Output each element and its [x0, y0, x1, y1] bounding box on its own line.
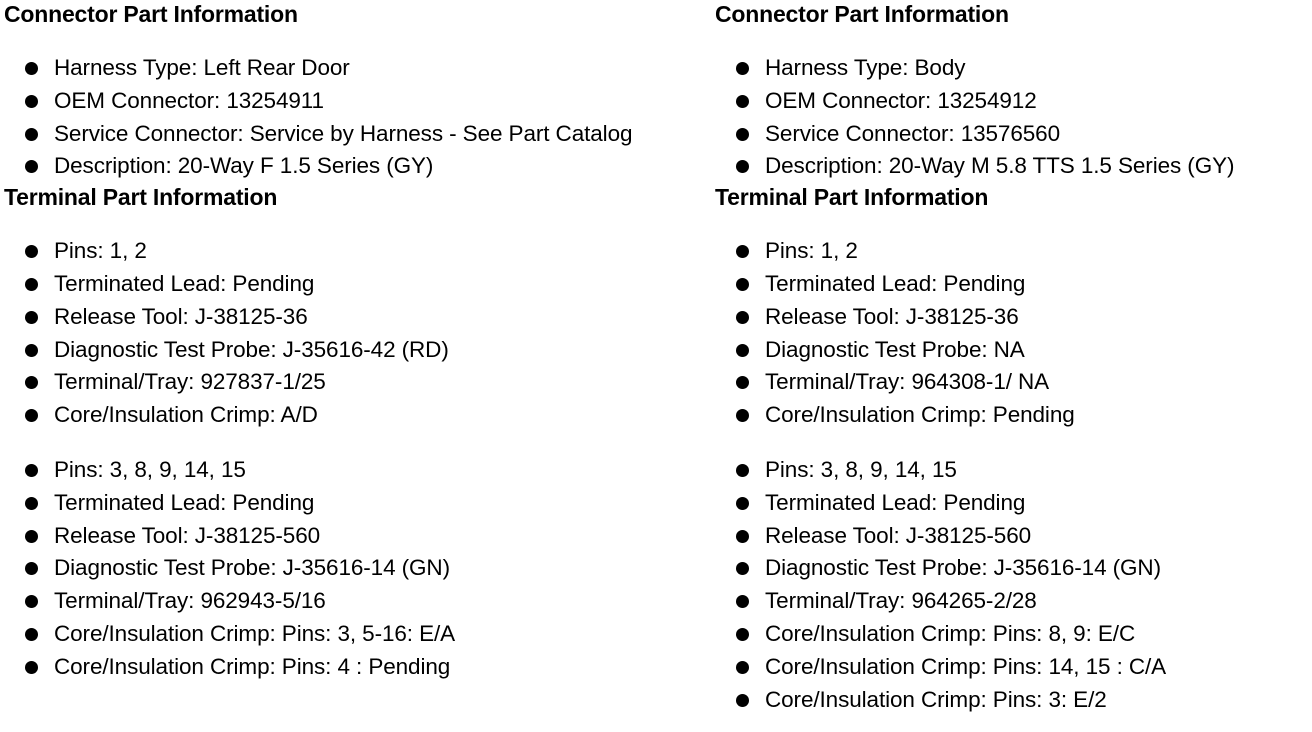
connector-heading: Connector Part Information	[4, 1, 298, 27]
list-item	[715, 52, 1310, 85]
connector-info-list	[715, 52, 1310, 183]
bullet-icon	[736, 311, 749, 324]
bullet-icon	[736, 376, 749, 389]
list-item-text: Diagnostic Test Probe: NA	[765, 336, 1025, 362]
bullet-icon	[736, 562, 749, 575]
bullet-icon	[25, 95, 38, 108]
list-item-text: Terminal/Tray: 927837-1/25	[54, 369, 326, 395]
list-item	[4, 150, 704, 183]
list-item-text: Terminated Lead: Pending	[765, 489, 1026, 515]
list-item-text: Core/Insulation Crimp: Pending	[765, 402, 1075, 428]
list-item-text: Release Tool: J-38125-560	[54, 522, 321, 548]
list-item-text: OEM Connector: 13254912	[765, 87, 1037, 113]
list-item	[715, 268, 1310, 301]
list-item	[715, 487, 1310, 520]
list-item	[715, 618, 1310, 651]
bullet-icon	[736, 628, 749, 641]
terminal-group-list	[4, 235, 704, 432]
list-item-text: Description: 20-Way M 5.8 TTS 1.5 Series (GY)	[765, 153, 1235, 179]
list-item-text: Terminated Lead: Pending	[54, 489, 315, 515]
list-item-text: Description: 20-Way F 1.5 Series (GY)	[54, 153, 434, 179]
list-item	[4, 454, 704, 487]
bullet-icon	[25, 661, 38, 674]
list-item-text: Release Tool: J-38125-36	[765, 303, 1019, 329]
left-connector-column	[4, 0, 704, 684]
list-item	[715, 520, 1310, 553]
bullet-icon	[25, 464, 38, 477]
bullet-icon	[736, 278, 749, 291]
list-item	[715, 454, 1310, 487]
list-item	[4, 585, 704, 618]
bullet-icon	[736, 245, 749, 258]
bullet-icon	[736, 497, 749, 510]
bullet-icon	[25, 311, 38, 324]
list-item	[715, 334, 1310, 367]
bullet-icon	[736, 464, 749, 477]
list-item	[715, 85, 1310, 118]
list-item	[4, 118, 704, 151]
bullet-icon	[25, 595, 38, 608]
list-item	[715, 366, 1310, 399]
bullet-icon	[25, 160, 38, 173]
terminal-group-list	[715, 454, 1310, 716]
list-item-text: Service Connector: 13576560	[765, 120, 1060, 146]
bullet-icon	[736, 62, 749, 75]
bullet-icon	[25, 376, 38, 389]
bullet-icon	[25, 530, 38, 543]
list-item	[715, 118, 1310, 151]
list-item	[715, 235, 1310, 268]
list-item	[715, 684, 1310, 717]
list-item-text: Terminal/Tray: 964265-2/28	[765, 588, 1037, 614]
bullet-icon	[736, 344, 749, 357]
terminal-group-list	[715, 235, 1310, 432]
list-item	[715, 585, 1310, 618]
list-item-text: Pins: 1, 2	[765, 238, 858, 264]
bullet-icon	[25, 245, 38, 258]
list-item-text: Release Tool: J-38125-560	[765, 522, 1032, 548]
list-item	[4, 334, 704, 367]
list-item-text: Harness Type: Left Rear Door	[54, 55, 350, 80]
list-item-text: Terminal/Tray: 962943-5/16	[54, 588, 326, 614]
bullet-icon	[736, 595, 749, 608]
bullet-icon	[25, 128, 38, 141]
list-item	[4, 235, 704, 268]
list-item-text: OEM Connector: 13254911	[54, 87, 324, 113]
bullet-icon	[25, 562, 38, 575]
bullet-icon	[736, 694, 749, 707]
bullet-icon	[25, 278, 38, 291]
bullet-icon	[25, 62, 38, 75]
list-item	[4, 618, 704, 651]
list-item-text: Release Tool: J-38125-36	[54, 303, 308, 329]
right-connector-column	[715, 0, 1310, 716]
list-item	[715, 399, 1310, 432]
list-item-text: Diagnostic Test Probe: J-35616-14 (GN)	[765, 555, 1161, 581]
connector-heading: Connector Part Information	[715, 1, 1009, 27]
list-item	[715, 150, 1310, 183]
list-item	[715, 651, 1310, 684]
list-item-text: Terminated Lead: Pending	[765, 270, 1026, 296]
list-item	[4, 301, 704, 334]
terminal-group-list	[4, 454, 704, 684]
list-item-text: Pins: 1, 2	[54, 238, 147, 264]
list-item-text: Pins: 3, 8, 9, 14, 15	[54, 456, 246, 482]
list-item-text: Core/Insulation Crimp: Pins: 4 : Pending	[54, 653, 451, 679]
bullet-icon	[25, 628, 38, 641]
list-item	[4, 651, 704, 684]
list-item-text: Service Connector: Service by Harness - See Part Catalog	[54, 120, 633, 146]
list-item	[4, 487, 704, 520]
list-item	[4, 52, 704, 85]
list-item	[4, 366, 704, 399]
list-item-text: Pins: 3, 8, 9, 14, 15	[765, 456, 957, 482]
bullet-icon	[25, 344, 38, 357]
list-item-text: Diagnostic Test Probe: J-35616-42 (RD)	[54, 336, 449, 362]
list-item	[4, 268, 704, 301]
bullet-icon	[736, 160, 749, 173]
list-item-text: Core/Insulation Crimp: A/D	[54, 402, 318, 428]
list-item-text: Terminal/Tray: 964308-1/ NA	[765, 369, 1050, 395]
list-item	[715, 301, 1310, 334]
list-item	[715, 552, 1310, 585]
bullet-icon	[25, 497, 38, 510]
list-item	[4, 85, 704, 118]
bullet-icon	[736, 409, 749, 422]
list-item-text: Core/Insulation Crimp: Pins: 14, 15 : C/A	[765, 653, 1167, 679]
bullet-icon	[736, 661, 749, 674]
bullet-icon	[736, 95, 749, 108]
list-item	[4, 520, 704, 553]
bullet-icon	[736, 530, 749, 543]
list-item-text: Harness Type: Body	[765, 55, 966, 80]
list-item-text: Core/Insulation Crimp: Pins: 3: E/2	[765, 686, 1107, 712]
list-item-text: Diagnostic Test Probe: J-35616-14 (GN)	[54, 555, 450, 581]
bullet-icon	[25, 409, 38, 422]
list-item-text: Terminated Lead: Pending	[54, 270, 315, 296]
list-item-text: Core/Insulation Crimp: Pins: 8, 9: E/C	[765, 620, 1136, 646]
terminal-heading: Terminal Part Information	[4, 184, 278, 211]
bullet-icon	[736, 128, 749, 141]
connector-info-list	[4, 52, 704, 183]
list-item	[4, 399, 704, 432]
list-item-text: Core/Insulation Crimp: Pins: 3, 5-16: E/A	[54, 620, 456, 646]
terminal-heading: Terminal Part Information	[715, 184, 989, 211]
list-item	[4, 552, 704, 585]
